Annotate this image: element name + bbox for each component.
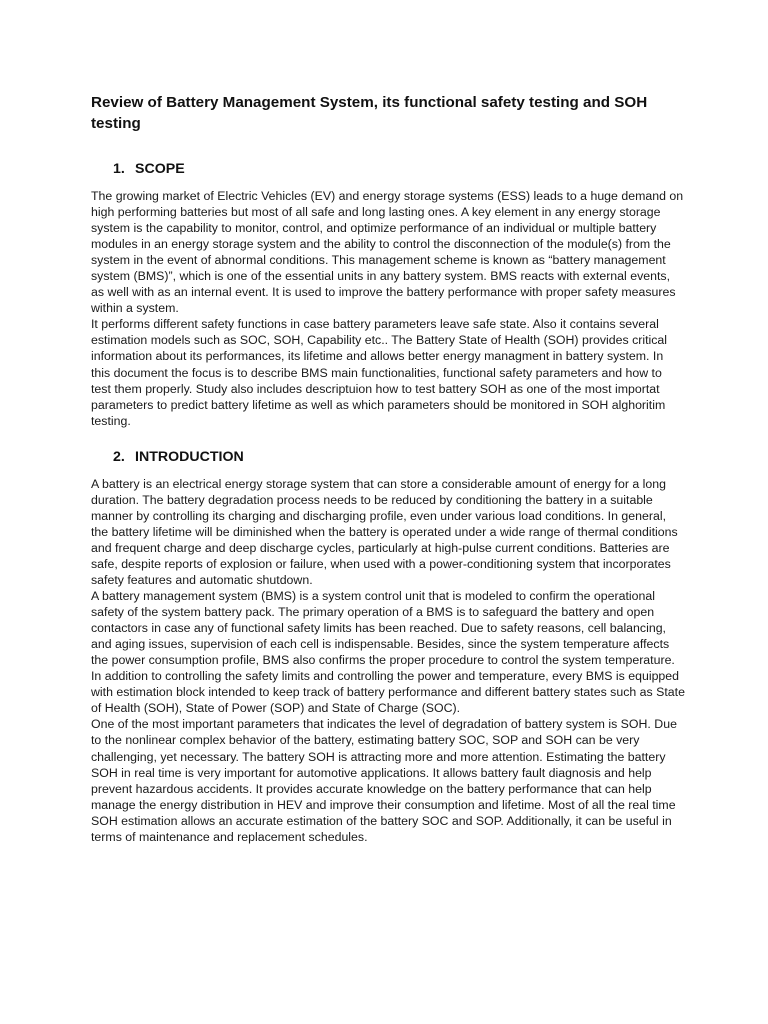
section-heading-introduction: [91, 449, 685, 465]
section-title: INTRODUCTION: [135, 448, 244, 465]
paragraph: The growing market of Electric Vehicles (EV) and energy storage systems (ESS) leads to a huge demand on high performing batteries but most of all safe and long lasting ones. A key element in any energy storage system is the capability to monitor, control, and optimize performance of an individual or multiple battery modules in an energy storage system and the ability to control the disconnection of the module(s) from the system in the event of abnormal conditions. This management scheme is known as “battery management system (BMS)”, which is one of the essential units in any battery system. BMS reacts with external events, as well with as an internal event. It is used to improve the battery performance with proper safety measures within a system.: [91, 189, 684, 316]
paragraph: It performs different safety functions in case battery parameters leave safe state. Also it contains several estimation models such as SOC, SOH, Capability etc.. The Battery State of Health (SOH) provides critical information about its performances, its lifetime and allows better energy managment in battery system. In this document the focus is to describe BMS main functionalities, functional safety parameters and how to test them properly. Study also includes descriptuion how to test battery SOH as one of the most importat parameters to predict battery lifetime as well as which parameters should be monitored in SOH alghoritim testing.: [91, 317, 668, 428]
section-heading-scope: [91, 161, 685, 177]
paragraph: One of the most important parameters that indicates the level of degradation of battery system is SOH. Due to the nonlinear complex behavior of the battery, estimating battery SOC, SOP and SOH can be very challenging, yet necessary. The battery SOH is attracting more and more attention. Estimating the battery SOH in real time is very important for automotive applications. It allows battery fault diagnosis and help prevent hazardous accidents. It provides accurate knowledge on the battery performance that can help manage the energy distribution in HEV and improve their consumption and lifetime. Most of all the real time SOH estimation allows an accurate estimation of the battery SOC and SOP. Additionally, it can be useful in terms of maintenance and replacement schedules.: [91, 717, 677, 844]
section-title: SCOPE: [135, 161, 185, 177]
section-number: 2.: [113, 448, 125, 465]
document-page: [91, 92, 685, 845]
section-number: 1.: [113, 161, 125, 177]
section-body-introduction: [91, 476, 685, 845]
paragraph: A battery management system (BMS) is a system control unit that is modeled to confirm the operational safety of the system battery pack. The primary operation of a BMS is to safeguard the battery and open contactors in case any of functional safety limits has been reached. Due to safety reasons, cell balancing, and aging issues, supervision of each cell is indispensable. Besides, since the system temperature affects the power consumption profile, BMS also confirms the proper procedure to control the system temperature. In addition to controlling the safety limits and controlling the power and temperature, every BMS is equipped with estimation block intended to keep track of battery performance and different battery states such as State of Health (SOH), State of Power (SOP) and State of Charge (SOC).: [91, 589, 685, 716]
paragraph: A battery is an electrical energy storage system that can store a considerable amount of energy for a long duration. The battery degradation process needs to be reduced by conditioning the battery in a suitable manner by controlling its charging and discharging profile, even under various load conditions. In general, the battery lifetime will be diminished when the battery is operated under a wide range of thermal conditions and frequent charge and deep discharge cycles, particularly at high-pulse current conditions. Batteries are safe, despite reports of explosion or failure, when used with a power-conditioning system that incorporates safety features and automatic shutdown.: [91, 476, 678, 587]
section-body-scope: [91, 188, 685, 429]
document-title: Review of Battery Management System, its functional safety testing and SOH testing: [91, 94, 648, 132]
